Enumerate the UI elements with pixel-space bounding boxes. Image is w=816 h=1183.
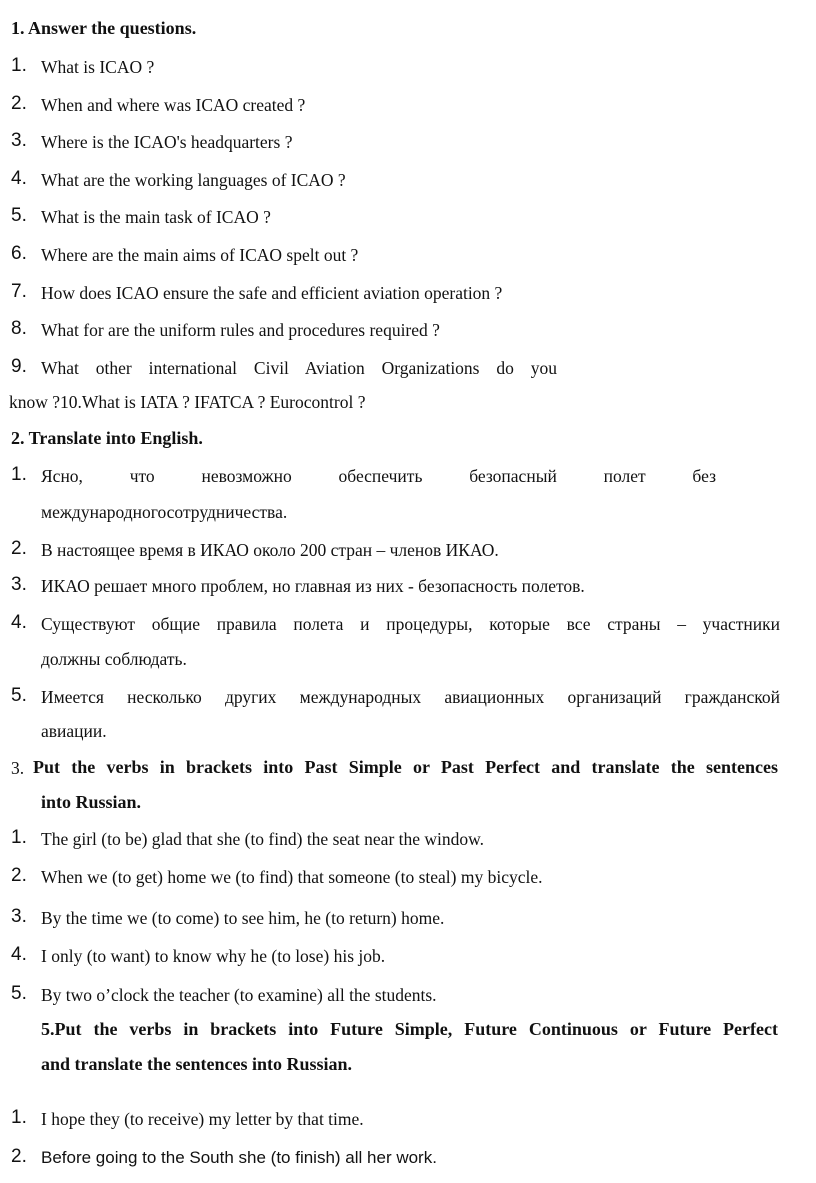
item-number: 3. <box>11 906 27 927</box>
item-number: 1. <box>11 464 27 485</box>
item-text: When we (to get) home we (to find) that someone (to steal) my bicycle. <box>41 867 543 887</box>
item-text: I only (to want) to know why he (to lose) his job. <box>41 946 386 966</box>
exercise-item <box>0 1107 816 1133</box>
translate-item-continuation <box>0 502 816 528</box>
item-text: Where is the ICAO's headquarters ? <box>41 132 293 152</box>
item-number: 1. <box>11 1107 27 1128</box>
section-5-heading <box>0 1019 816 1045</box>
item-text: ИКАО решает много проблем, но главная из них - безопасность полетов. <box>41 576 585 596</box>
item-text: Ясно, что невозможно обеспечить безопасный полет без <box>41 466 716 486</box>
section-1-heading-text: 1. Answer the questions. <box>11 18 197 38</box>
exercise-item <box>0 906 816 932</box>
item-number: 4. <box>11 612 27 633</box>
translate-item-continuation <box>0 649 816 675</box>
question-continuation <box>0 392 816 418</box>
item-text: What is the main task of ICAO ? <box>41 207 271 227</box>
item-text: What other international Civil Aviation Organizations do you <box>41 358 557 378</box>
item-text: By the time we (to come) to see him, he (to return) home. <box>41 908 445 928</box>
question-item <box>0 205 816 231</box>
item-number: 2. <box>11 865 27 886</box>
item-text: Before going to the South she (to finish) all her work. <box>41 1148 437 1167</box>
question-item <box>0 55 816 81</box>
item-number: 5. <box>11 983 27 1004</box>
item-number: 9. <box>11 356 27 377</box>
question-item <box>0 356 816 382</box>
item-number: 5. <box>11 205 27 226</box>
section-5-heading-continuation <box>0 1054 816 1080</box>
section-3-heading-text-continuation: into Russian. <box>41 792 142 812</box>
translate-item-continuation <box>0 721 816 747</box>
translate-item <box>0 538 816 564</box>
translate-item <box>0 612 816 638</box>
item-number: 4. <box>11 944 27 965</box>
item-text: What for are the uniform rules and procedures required ? <box>41 320 440 340</box>
translate-item <box>0 464 816 490</box>
item-text: I hope they (to receive) my letter by that time. <box>41 1109 364 1129</box>
question-item <box>0 168 816 194</box>
section-3-heading <box>0 757 816 783</box>
question-item <box>0 93 816 119</box>
item-text-continuation: международногосотрудничества. <box>41 502 288 522</box>
continuation-text: know ?10.What is IATA ? IFATCA ? Eurocontrol ? <box>9 392 366 412</box>
exercise-item <box>0 983 816 1009</box>
translate-item <box>0 574 816 600</box>
question-item <box>0 281 816 307</box>
item-number: 2. <box>11 1146 27 1167</box>
item-text: В настоящее время в ИКАО около 200 стран – членов ИКАО. <box>41 540 499 560</box>
exercise-item <box>0 1146 816 1172</box>
section-2-heading-text: 2. Translate into English. <box>11 428 203 448</box>
section-5-heading-text-continuation: and translate the sentences into Russian. <box>41 1054 353 1074</box>
item-text: What are the working languages of ICAO ? <box>41 170 346 190</box>
item-text: The girl (to be) glad that she (to find) the seat near the window. <box>41 829 485 849</box>
item-text: Where are the main aims of ICAO spelt out ? <box>41 245 359 265</box>
item-number: 5. <box>11 685 27 706</box>
item-text: Существуют общие правила полета и процедуры, которые все страны – участники <box>41 614 780 634</box>
item-number: 1. <box>11 827 27 848</box>
item-text: Имеется несколько других международных авиационных организаций гражданской <box>41 687 780 707</box>
section-3-number: 3. <box>11 758 25 778</box>
item-text: When and where was ICAO created ? <box>41 95 306 115</box>
exercise-item <box>0 865 816 891</box>
question-item <box>0 243 816 269</box>
item-number: 7. <box>11 281 27 302</box>
exercise-item <box>0 827 816 853</box>
item-number: 4. <box>11 168 27 189</box>
item-text: How does ICAO ensure the safe and efficient aviation operation ? <box>41 283 503 303</box>
item-number: 3. <box>11 130 27 151</box>
item-number: 3. <box>11 574 27 595</box>
item-number: 2. <box>11 538 27 559</box>
translate-item <box>0 685 816 711</box>
item-number: 6. <box>11 243 27 264</box>
item-text-continuation: должны соблюдать. <box>41 649 187 669</box>
section-3-heading-text: Put the verbs in brackets into Past Simple or Past Perfect and translate the sentences <box>33 757 778 777</box>
question-item <box>0 130 816 156</box>
item-number: 8. <box>11 318 27 339</box>
item-number: 1. <box>11 55 27 76</box>
item-number: 2. <box>11 93 27 114</box>
question-item <box>0 318 816 344</box>
item-text-continuation: авиации. <box>41 721 107 741</box>
section-5-heading-text: 5.Put the verbs in brackets into Future Simple, Future Continuous or Future Perfect <box>41 1019 778 1039</box>
item-text: What is ICAO ? <box>41 57 155 77</box>
item-text: By two o’clock the teacher (to examine) all the students. <box>41 985 437 1005</box>
exercise-item <box>0 944 816 970</box>
section-3-heading-continuation <box>0 792 816 818</box>
